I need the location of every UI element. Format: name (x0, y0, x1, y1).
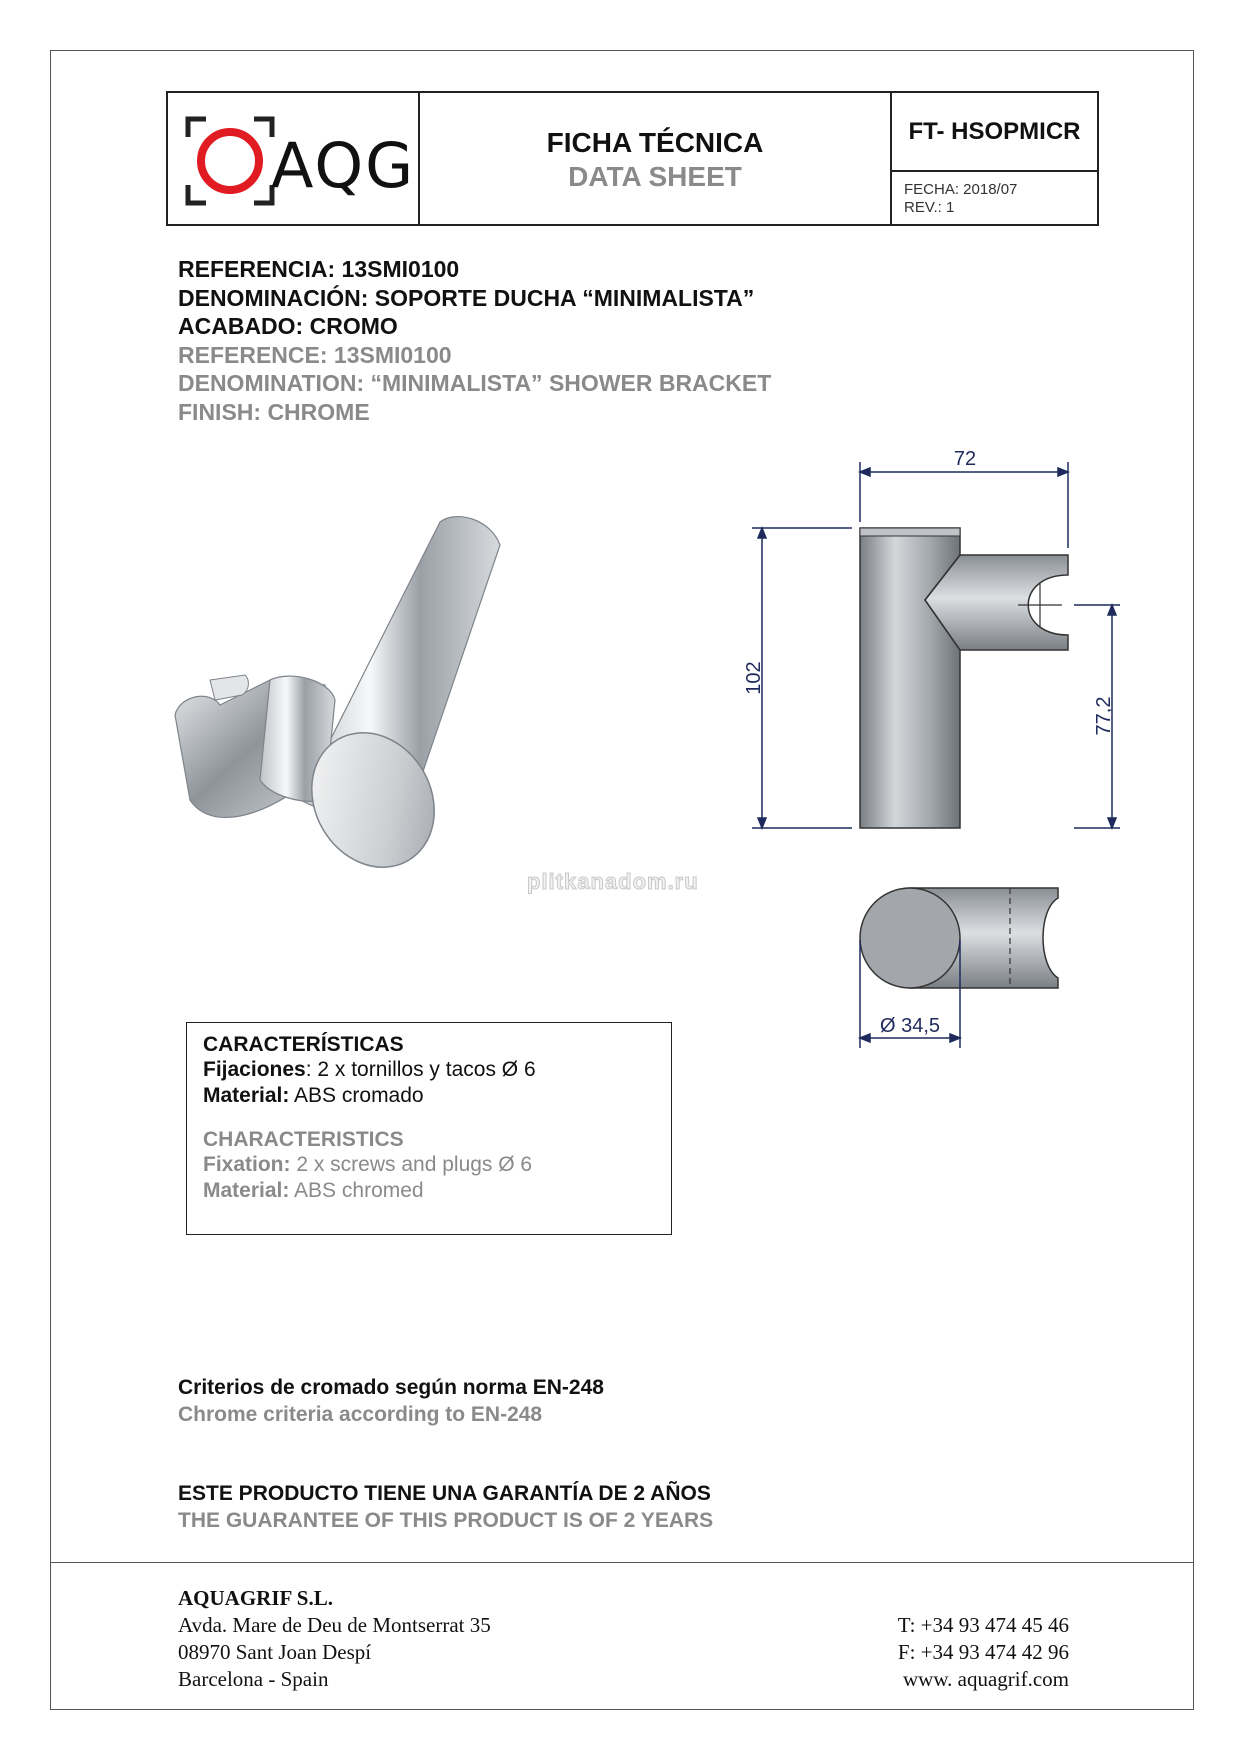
title-spanish: FICHA TÉCNICA (546, 127, 764, 158)
material-value-es: ABS cromado (289, 1084, 424, 1107)
denomination-en: DENOMINATION: “MINIMALISTA” SHOWER BRACKET (178, 370, 772, 396)
website-link[interactable]: www. aquagrif.com (902, 1667, 1069, 1691)
document-date: FECHA: 2018/07 (904, 181, 1018, 198)
dimension-height: 102 (743, 661, 765, 695)
guarantee-es: ESTE PRODUCTO TIENE UNA GARANTÍA DE 2 AÑOS (178, 1482, 711, 1505)
material-label-en: Material: (203, 1179, 290, 1202)
reference-en: REFERENCE: 13SMI0100 (178, 341, 452, 368)
address-line-2: 08970 Sant Joan Despí (178, 1640, 372, 1664)
dimension-width: 72 (953, 448, 977, 470)
document-revision: REV.: 1 (904, 199, 955, 216)
characteristics-title-en: CHARACTERISTICS (203, 1128, 404, 1151)
fixation-es (203, 1057, 655, 1083)
finish-en: FINISH: CHROME (178, 398, 370, 425)
document-code: FT- HSOPMICR (892, 93, 1097, 172)
top-view-drawing (860, 888, 1058, 988)
fixation-value-en: 2 x screws and plugs Ø 6 (290, 1153, 533, 1176)
fixation-label-en: Fixation: (203, 1153, 291, 1176)
criteria-es: Criterios de cromado según norma EN-248 (178, 1376, 604, 1399)
dimension-diameter: Ø 34,5 (879, 1015, 941, 1037)
finish-es: ACABADO: CROMO (178, 313, 398, 339)
chrome-criteria (178, 1374, 604, 1428)
address-line-3: Barcelona - Spain (178, 1667, 329, 1691)
guarantee-en: THE GUARANTEE OF THIS PRODUCT IS OF 2 YEARS (178, 1509, 714, 1532)
material-es (203, 1083, 655, 1109)
characteristics-title-es: CARACTERÍSTICAS (203, 1033, 404, 1056)
characteristics-box (186, 1022, 672, 1235)
company-contact (898, 1612, 1069, 1693)
address-line-1: Avda. Mare de Deu de Montserrat 35 (178, 1613, 491, 1637)
criteria-en: Chrome criteria according to EN-248 (178, 1403, 543, 1426)
brand-name: AQG (271, 129, 416, 202)
fax-number: F: +34 93 474 42 96 (897, 1640, 1069, 1664)
company-name: AQUAGRIF S.L. (178, 1586, 333, 1610)
front-view-drawing (860, 528, 1068, 828)
material-label-es: Material: (203, 1084, 290, 1107)
reference-es: REFERENCIA: 13SMI0100 (178, 256, 460, 282)
watermark: plitkanadom.ru (527, 869, 699, 894)
phone-number: T: +34 93 474 45 46 (897, 1613, 1069, 1637)
fixation-en (203, 1152, 655, 1178)
fixation-value-es: : 2 x tornillos y tacos Ø 6 (305, 1058, 536, 1081)
dimension-hook-height: 77,2 (1093, 696, 1115, 736)
material-value-en: ABS chromed (289, 1179, 424, 1202)
fixation-label-es: Fijaciones (203, 1058, 306, 1081)
company-address (178, 1585, 491, 1693)
spacer (203, 1109, 655, 1127)
guarantee (178, 1480, 713, 1534)
material-en (203, 1178, 655, 1204)
denomination-es: DENOMINACIÓN: SOPORTE DUCHA “MINIMALISTA” (178, 284, 755, 311)
title-english: DATA SHEET (568, 161, 742, 192)
